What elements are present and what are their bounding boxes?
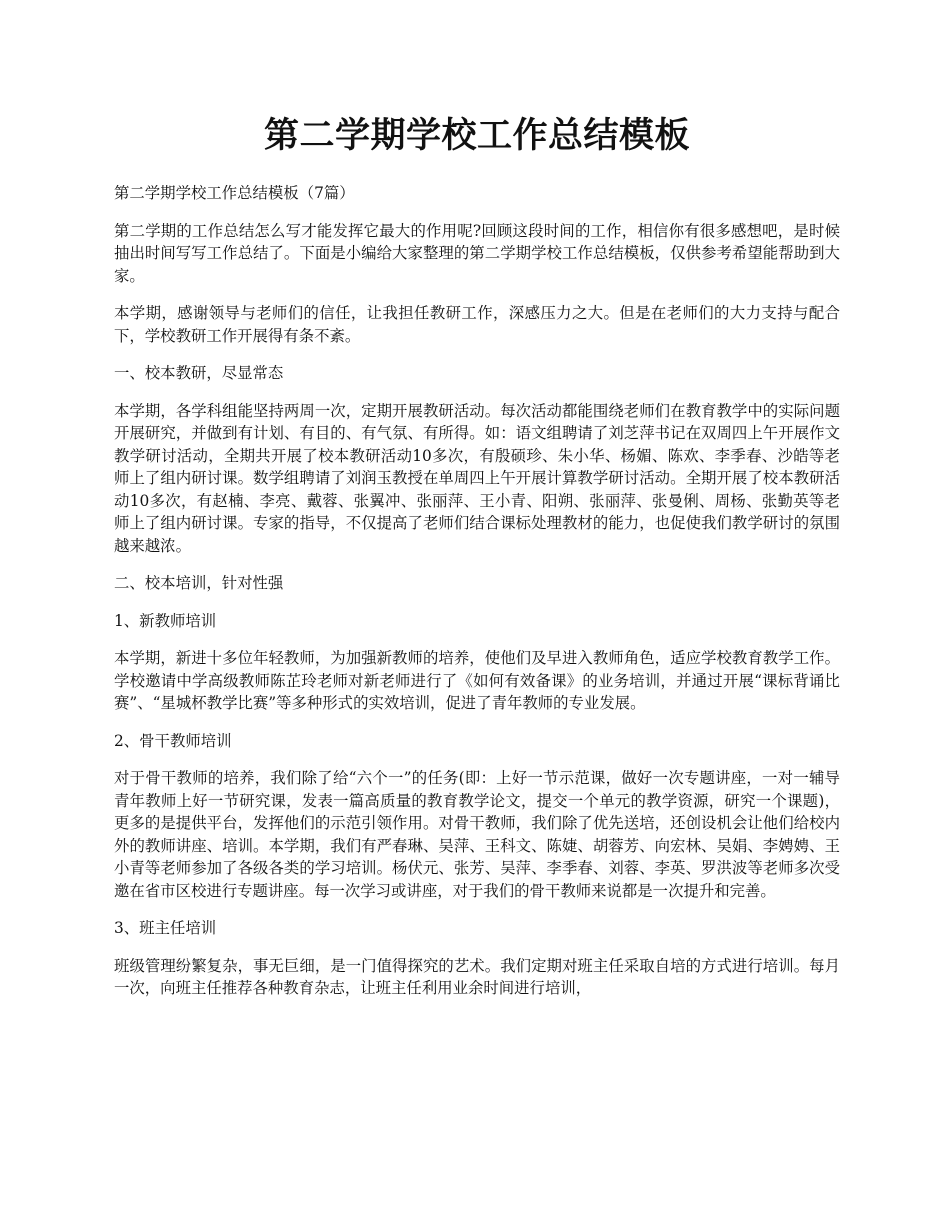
subsection-heading-key-teachers: 2、骨干教师培训 xyxy=(114,731,232,750)
section-heading-2: 二、校本培训，针对性强 xyxy=(114,574,284,592)
new-teachers-paragraph: 本学期，新进十多位年轻教师，为加强新教师的培养，使他们及早进入教师角色，适应学校教育教学工作。学校邀请中学高级教师陈芷玲老师对新老师进行了《如何有效备课》的业务培训，并通过开展“课标背诵比赛”、“星城杯教学比赛”等多种形式的实效培训，促进了青年教师的专业发展。 xyxy=(114,649,840,712)
section-1-paragraph: 本学期，各学科组能坚持两周一次，定期开展教研活动。每次活动都能围绕老师们在教育教学中的实际问题开展研究，并做到有计划、有目的、有气氛、有所得。如：语文组聘请了刘芝萍书记在双周四上午开展作文教学研讨活动，全期共开展了校本教研活动10多次，有殷硕珍、朱小华、杨媚、陈欢、李季春、沙皓等老师上了组内研讨课。数学组聘请了刘润玉教授在单周四上午开展计算教学研讨活动。全期开展了校本教研活动10多次，有赵楠、李亮、戴蓉、张翼冲、张丽萍、王小青、阳朔、张丽萍、张曼俐、周杨、张勤英等老师上了组内研讨课。专家的指导，不仅提高了老师们结合课标处理教材的能力，也促使我们教学研讨的氛围越来越浓。 xyxy=(114,401,840,555)
intro-paragraph: 第二学期的工作总结怎么写才能发挥它最大的作用呢?回顾这段时间的工作，相信你有很多感想吧，是时候抽出时间写写工作总结了。下面是小编给大家整理的第二学期学校工作总结模板，仅供参考希望能帮助到大家。 xyxy=(114,221,840,285)
class-teachers-paragraph: 班级管理纷繁复杂，事无巨细，是一门值得探究的艺术。我们定期对班主任采取自培的方式进行培训。每月一次，向班主任推荐各种教育杂志，让班主任利用业余时间进行培训， xyxy=(114,956,840,997)
document-subtitle: 第二学期学校工作总结模板（7篇） xyxy=(114,184,355,202)
subsection-heading-class-teachers: 3、班主任培训 xyxy=(114,919,217,937)
document-title: 第二学期学校工作总结模板 xyxy=(263,115,690,156)
subsection-heading-new-teachers: 1、新教师培训 xyxy=(114,611,217,630)
key-teachers-paragraph: 对于骨干教师的培养，我们除了给“六个一”的任务(即：上好一节示范课，做好一次专题讲座，一对一辅导青年教师上好一节研究课，发表一篇高质量的教育教学论文，提交一个单元的教学资源，研究一个课题)，更多的是提供平台，发挥他们的示范引领作用。对骨干教师，我们除了优先送培，还创设机会让他们给校内外的教师讲座、培训。本学期，我们有严春琳、吴萍、王科文、陈婕、胡蓉芳、向宏林、吴娟、李娉娉、王小青等老师参加了各级各类的学习培训。杨伏元、张芳、吴萍、李季春、刘蓉、李英、罗洪波等老师多次受邀在省市区校进行专题讲座。每一次学习或讲座，对于我们的骨干教师来说都是一次提升和完善。 xyxy=(114,769,840,900)
opening-paragraph: 本学期，感谢领导与老师们的信任，让我担任教研工作，深感压力之大。但是在老师们的大力支持与配合下，学校教研工作开展得有条不紊。 xyxy=(114,304,840,345)
section-heading-1: 一、校本教研，尽显常态 xyxy=(114,364,284,382)
